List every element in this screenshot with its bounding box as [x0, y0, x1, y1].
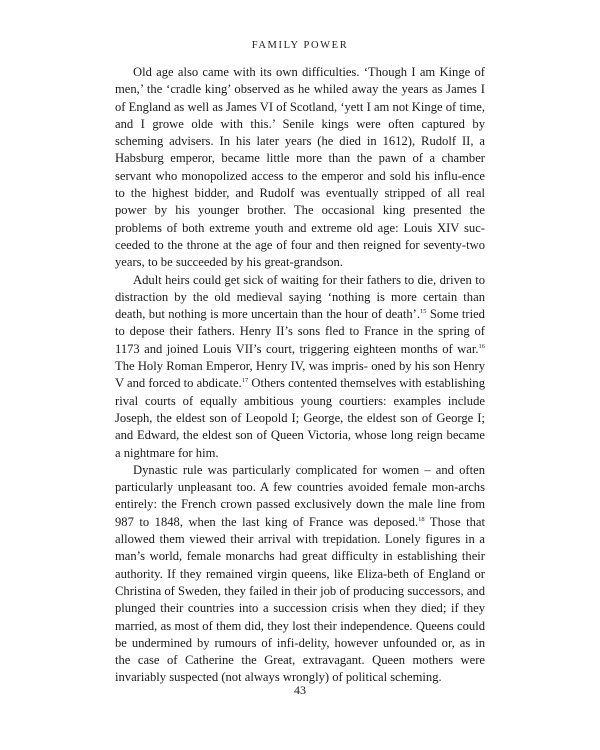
text-line: death, but nothing is more uncertain than the hour of death’. — [115, 307, 420, 322]
text-line: extravagant. Queen mothers were invariably suspected (not always — [115, 653, 485, 685]
text-line: time, and I growe olde with this.’ Senile kings were often captured by — [115, 99, 485, 131]
footnote-ref: 18 — [418, 515, 425, 523]
footnote-ref: 16 — [478, 342, 485, 350]
text-line-tail: Some — [426, 307, 459, 322]
text-line: wrongly) of political scheming. — [282, 670, 442, 685]
paragraph — [115, 272, 485, 462]
text-line: figures in a man’s world, female monarchs had great difficulty in — [115, 532, 485, 564]
text-line: real power by his younger brother. The occasional king presented the — [115, 186, 485, 218]
text-line: Adult heirs could get sick of waiting for their fathers to die, driven — [133, 272, 472, 287]
text-line: months of war. — [400, 341, 479, 356]
body-text — [115, 64, 485, 687]
text-line: tried to depose their fathers. Henry II’s sons fled to France in the — [115, 307, 485, 339]
text-line: establishing their authority. If they remained virgin queens, like Eliza- — [115, 549, 485, 581]
text-line: courtiers: examples include Joseph, the eldest son of Leopold I; — [115, 393, 485, 425]
text-line: beth of England or Christina of Sweden, they failed in their job of — [115, 566, 485, 598]
running-head: FAMILY POWER — [251, 40, 349, 51]
text-line: ceeded to the throne at the age of four and then reigned for seventy-two — [115, 237, 485, 252]
footnote-ref: 15 — [419, 307, 427, 315]
text-line: particularly unpleasant too. A few countries avoided female mon- — [115, 480, 459, 495]
text-line: their independence. Queens could be undermined by rumours of infi- — [115, 618, 485, 650]
text-line: years, to be succeeded by his great-grandson. — [115, 255, 344, 270]
text-line: George, the eldest son of George I; and Edward, the eldest son of — [115, 410, 485, 443]
text-line-tail: Others contented — [248, 376, 338, 391]
text-line: line from 987 to 1848, when the last king of France was deposed. — [115, 497, 485, 529]
text-line: themselves with establishing rival courts of equally ambitious young — [115, 376, 485, 408]
footnote-ref: 17 — [241, 377, 249, 385]
text-line: servant who monopolized access to the emperor and sold his influ- — [115, 168, 462, 183]
text-line: archs entirely: the French crown passed exclusively down the male — [115, 480, 485, 512]
text-line: crisis when they died; if they married, as most of them did, they lost — [115, 601, 485, 633]
text-line-tail: The Holy Roman Emperor, Henry IV, was impris- — [115, 359, 368, 374]
text-line: delity, however unfounded or, as in the case of Catherine the Great, — [115, 635, 485, 668]
text-line: Dynastic rule was particularly complicated for women – and often — [133, 462, 485, 477]
text-line: Queen Victoria, whose long reign became a nightmare for him. — [115, 428, 485, 460]
text-line: Habsburg emperor, became little more than the pawn of a chamber — [115, 151, 485, 166]
paragraph — [115, 462, 485, 687]
text-line: Those that allowed them viewed their arrival with trepidation. Lonely — [115, 514, 486, 547]
text-line: men,’ the ‘cradle king’ observed as he whiled away the years as James — [115, 82, 477, 97]
text-line: I of England as well as James VI of Scotland, ‘yett I am not Kinge of — [115, 82, 485, 114]
text-line: oned by his son Henry V and forced to abdicate. — [115, 359, 485, 391]
text-line: Old age also came with its own difficulties. ‘Though I am Kinge of — [133, 65, 485, 79]
text-line: to distraction by the old medieval saying ‘nothing is more certain than — [115, 272, 485, 304]
text-line: scheming advisers. In his later years (he died in 1612), Rudolf II, a — [115, 134, 485, 149]
text-line: producing successors, and plunged their countries into a succession — [115, 583, 486, 616]
text-line: problems of both extreme youth and extreme old age: Louis XIV suc- — [115, 220, 485, 235]
paragraph — [115, 64, 485, 272]
text-line: spring of 1173 and joined Louis VII’s court, triggering eighteen — [115, 324, 485, 356]
text-line: ence to the highest bidder, and Rudolf was eventually stripped of all — [115, 168, 485, 201]
page-number: 43 — [294, 683, 306, 697]
